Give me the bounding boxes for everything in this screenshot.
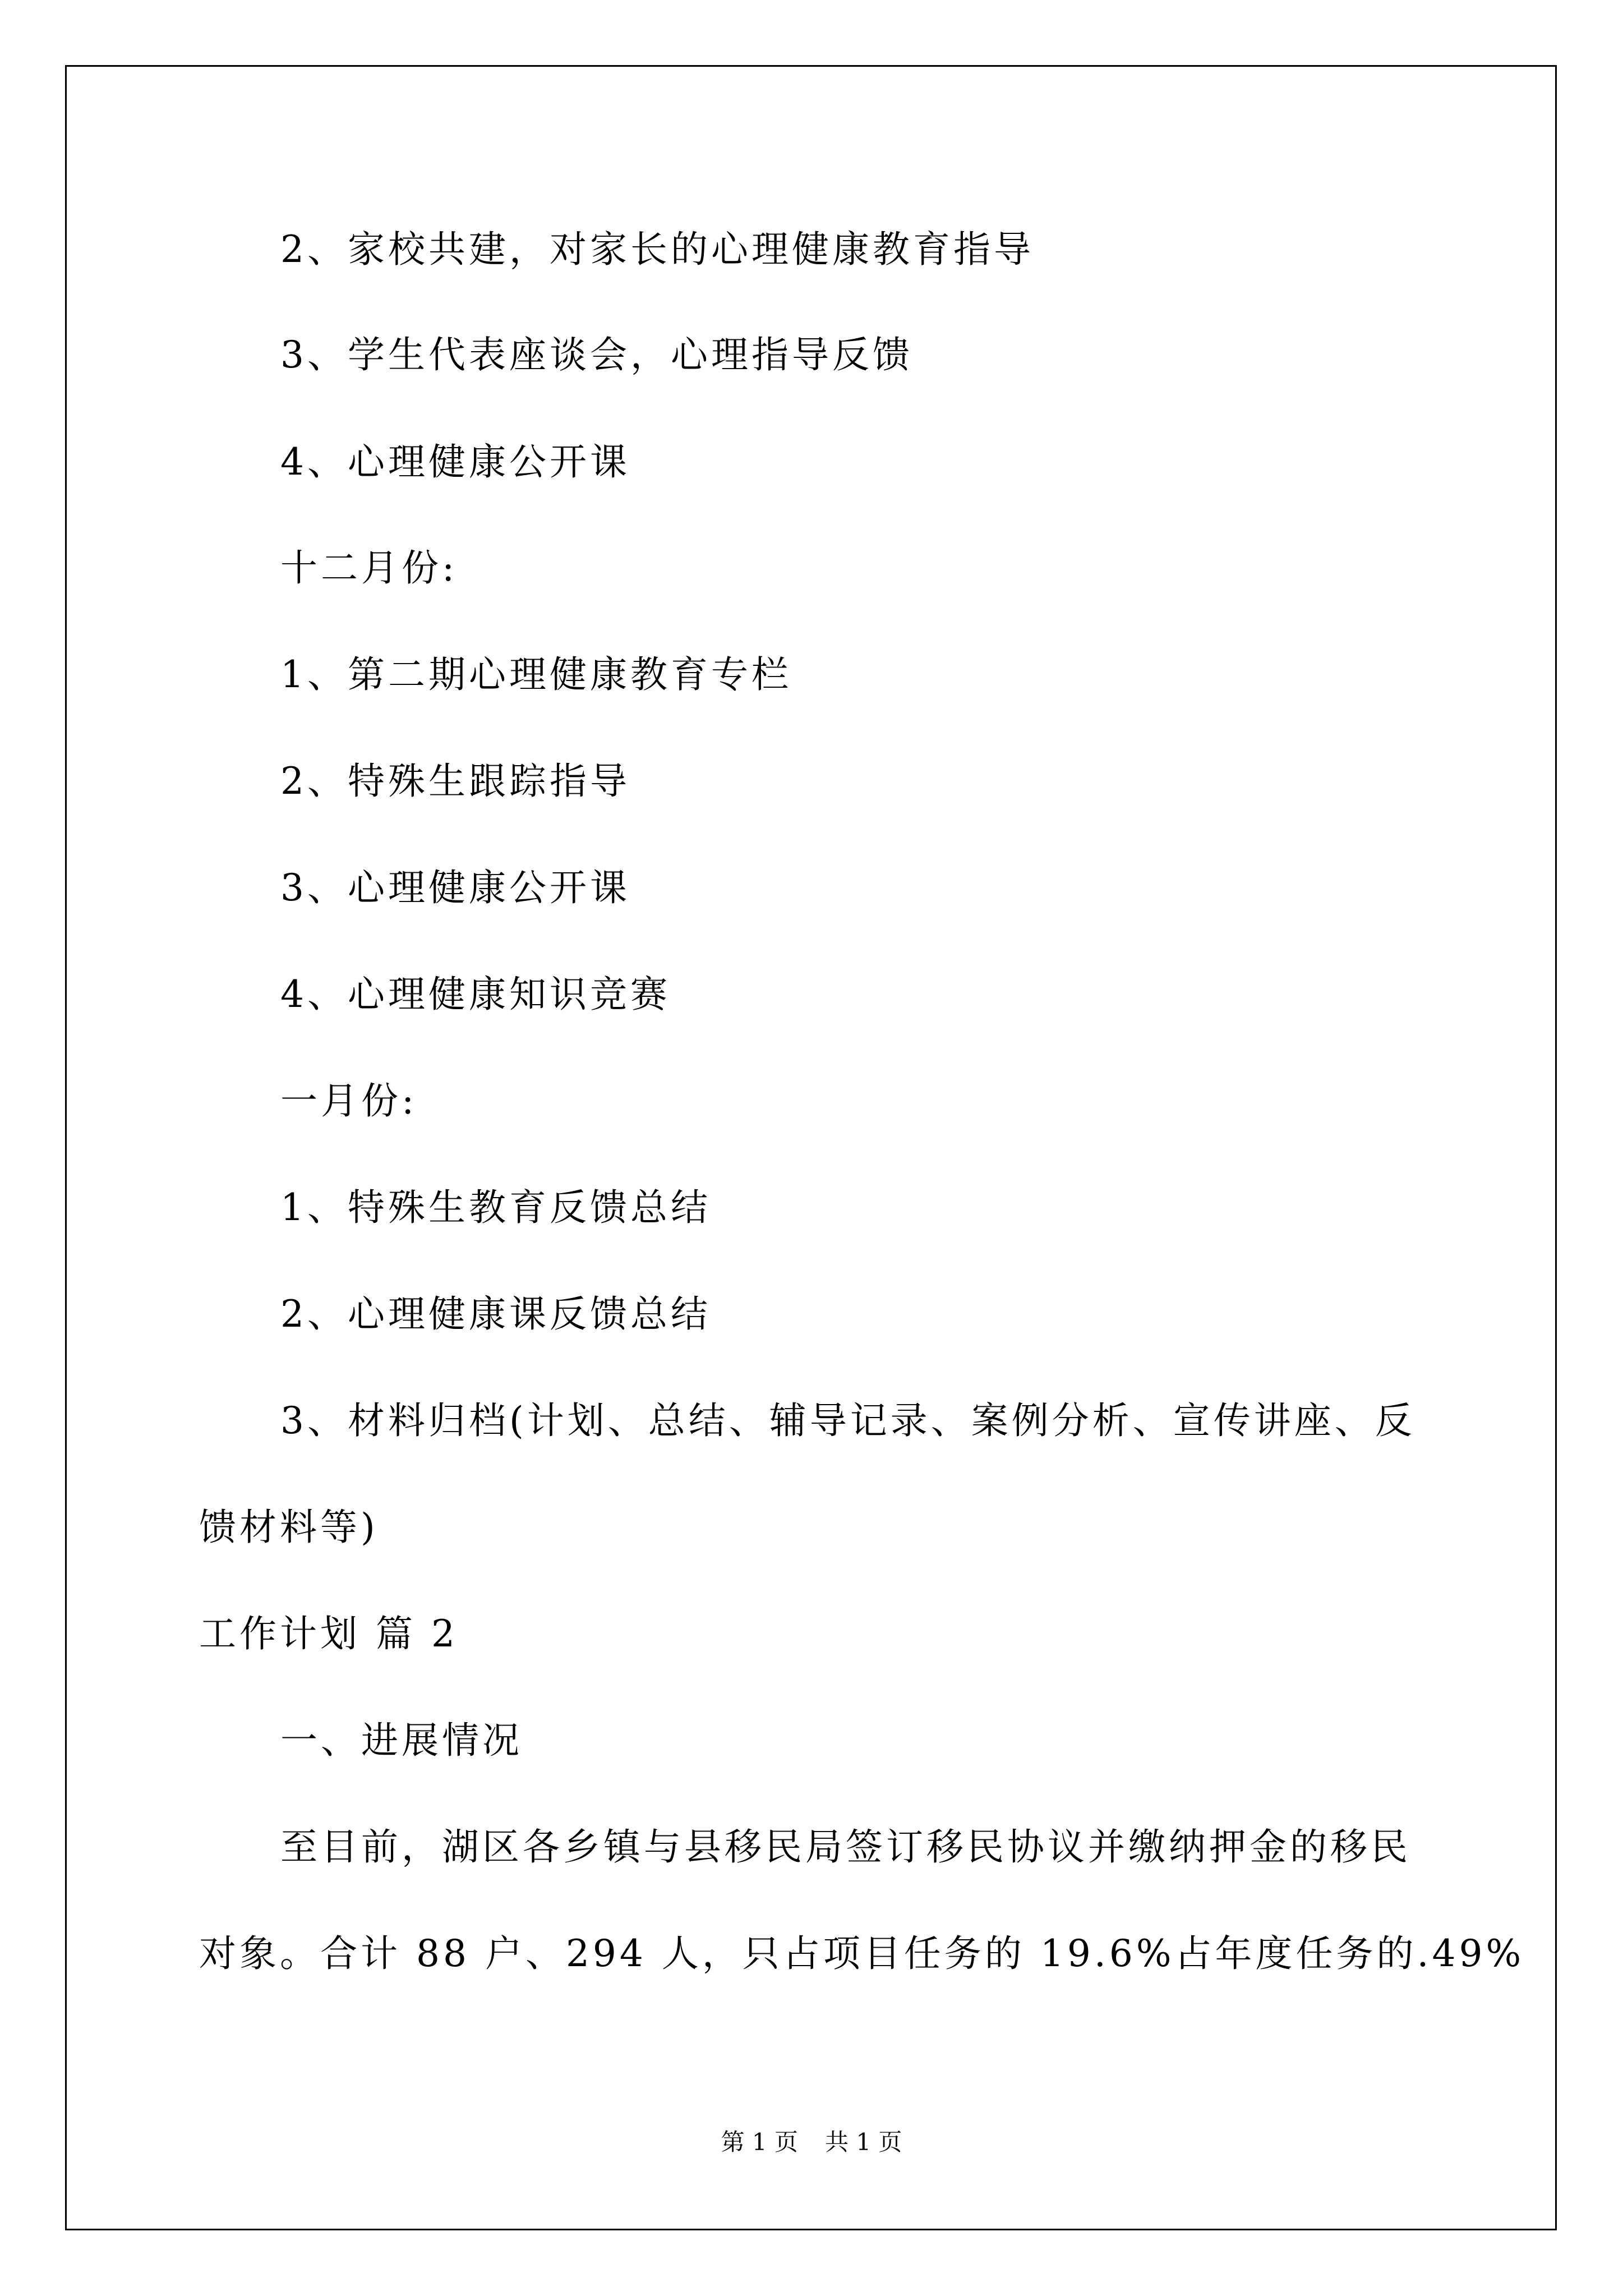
text-line: 3、心理健康公开课 — [280, 866, 630, 909]
section-heading: 一月份: — [280, 1079, 418, 1122]
text-line: 2、家校共建，对家长的心理健康教育指导 — [280, 228, 1034, 271]
page-number: 第 1 页 — [721, 2128, 798, 2156]
page-total: 共 1 页 — [825, 2128, 902, 2156]
section-heading: 十二月份: — [280, 546, 458, 590]
text-line: 馈材料等) — [199, 1506, 379, 1549]
page-footer — [0, 2128, 1623, 2156]
section-heading: 一、进展情况 — [280, 1719, 523, 1762]
text-line: 2、特殊生跟踪指导 — [280, 760, 630, 803]
text-line: 1、特殊生教育反馈总结 — [280, 1186, 711, 1229]
document-title: 工作计划 篇 2 — [199, 1612, 458, 1655]
text-line: 4、心理健康公开课 — [280, 440, 630, 484]
text-line: 2、心理健康课反馈总结 — [280, 1292, 711, 1336]
text-line: 1、第二期心理健康教育专栏 — [280, 653, 792, 696]
text-line: 3、学生代表座谈会，心理指导反馈 — [280, 333, 913, 376]
text-line: 至目前，湖区各乡镇与县移民局签订移民协议并缴纳押金的移民 — [280, 1825, 1411, 1869]
text-line: 4、心理健康知识竞赛 — [280, 973, 671, 1016]
page-border — [65, 65, 1557, 2230]
text-line: 对象。合计 88 户、294 人，只占项目任务的 19.6%占年度任务的.49% — [199, 1932, 1525, 1975]
text-line: 3、材料归档(计划、总结、辅导记录、案例分析、宣传讲座、反 — [280, 1399, 1415, 1442]
